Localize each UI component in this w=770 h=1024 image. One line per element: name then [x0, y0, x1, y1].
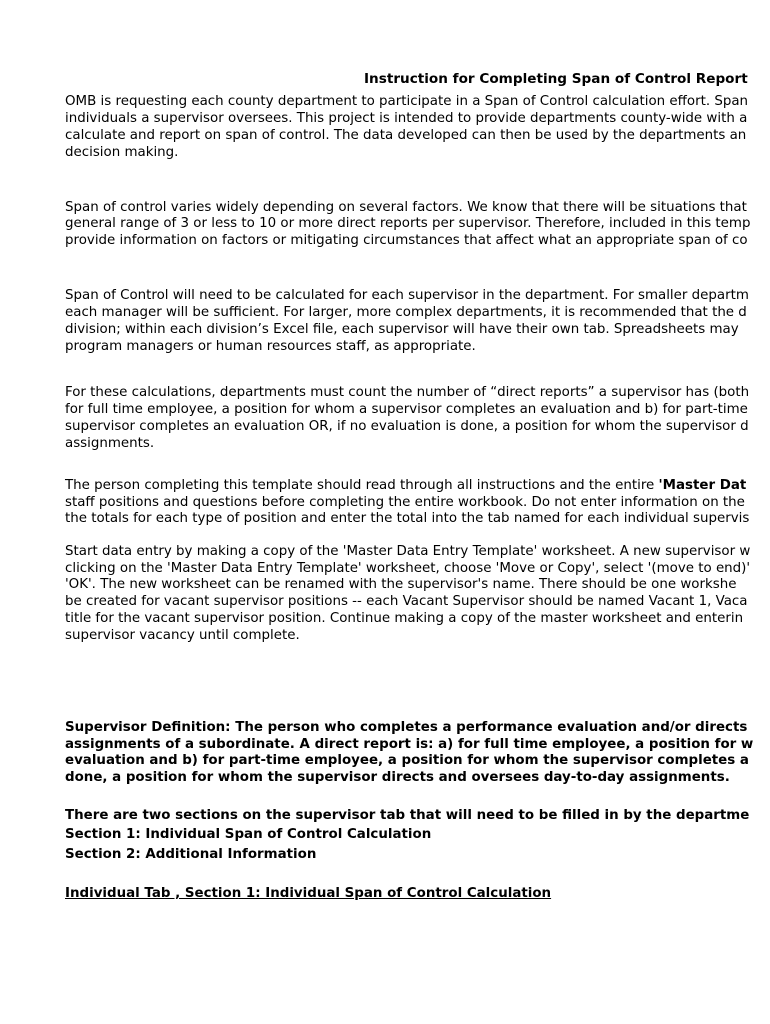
paragraph1-line: decision making.	[65, 145, 179, 160]
paragraph6-line: 'OK'. The new worksheet can be renamed with the supervisor's name. There should be one workshe	[65, 577, 737, 592]
paragraph4-line: For these calculations, departments must count the number of “direct reports” a supervisor has (both	[65, 385, 750, 400]
supervisor-definition-line: Supervisor Definition: The person who completes a performance evaluation and/or directs	[65, 720, 748, 735]
sections-intro: There are two sections on the supervisor tab that will need to be filled in by the departme	[65, 808, 750, 823]
paragraph6-line: title for the vacant supervisor position. Continue making a copy of the master worksheet and enterin	[65, 611, 744, 626]
paragraph6-line: supervisor vacancy until complete.	[65, 628, 300, 643]
paragraph3-line: program managers or human resources staff, as appropriate.	[65, 339, 476, 354]
paragraph4-line: supervisor completes an evaluation OR, if no evaluation is done, a position for whom the supervisor d	[65, 419, 749, 434]
paragraph3-line: division; within each division’s Excel file, each supervisor will have their own tab. Spreadsheets may	[65, 322, 739, 337]
paragraph3-line: each manager will be sufficient. For larger, more complex departments, it is recommended that the d	[65, 305, 747, 320]
paragraph5-line: the totals for each type of position and enter the total into the tab named for each individual supervis	[65, 511, 750, 526]
supervisor-definition-line: evaluation and b) for part-time employee, a position for whom the supervisor completes a	[65, 753, 749, 768]
section2-label: Section 2: Additional Information	[65, 847, 317, 862]
supervisor-definition-line: done, a position for whom the supervisor directs and oversees day-to-day assignments.	[65, 770, 730, 785]
paragraph6-line: clicking on the 'Master Data Entry Template' worksheet, choose 'Move or Copy', select '(move to end)'	[65, 561, 751, 576]
master-data-sheet-name: 'Master Dat	[658, 478, 747, 493]
paragraph6-line: be created for vacant supervisor positions -- each Vacant Supervisor should be named Vacant 1, Vaca	[65, 594, 748, 609]
paragraph4-line: for full time employee, a position for whom a supervisor completes an evaluation and b) for part-time	[65, 402, 748, 417]
paragraph1-line: individuals a supervisor oversees. This project is intended to provide departments county-wide with a	[65, 111, 748, 126]
paragraph3-line: Span of Control will need to be calculated for each supervisor in the department. For smaller departm	[65, 288, 749, 303]
section1-label: Section 1: Individual Span of Control Calculation	[65, 827, 432, 842]
paragraph2-line: provide information on factors or mitigating circumstances that affect what an appropriate span of co	[65, 233, 748, 248]
paragraph2-line: Span of control varies widely depending on several factors. We know that there will be situations that	[65, 200, 747, 215]
paragraph6-line: Start data entry by making a copy of the 'Master Data Entry Template' worksheet. A new supervisor w	[65, 544, 751, 559]
paragraph5-line	[65, 478, 746, 494]
paragraph5-line: staff positions and questions before completing the entire workbook. Do not enter information on the	[65, 495, 745, 510]
individual-tab-heading: Individual Tab , Section 1: Individual Span of Control Calculation	[65, 886, 552, 901]
paragraph1-line: OMB is requesting each county department to participate in a Span of Control calculation effort. Span	[65, 94, 749, 109]
supervisor-definition-line: assignments of a subordinate. A direct report is: a) for full time employee, a position for w	[65, 737, 754, 752]
paragraph1-line: calculate and report on span of control. The data developed can then be used by the departments an	[65, 128, 747, 143]
paragraph4-line: assignments.	[65, 436, 155, 451]
paragraph5-text: The person completing this template should read through all instructions and the entire	[65, 478, 659, 493]
page-title: Instruction for Completing Span of Control Report	[364, 71, 748, 87]
paragraph2-line: general range of 3 or less to 10 or more direct reports per supervisor. Therefore, included in this temp	[65, 216, 751, 231]
